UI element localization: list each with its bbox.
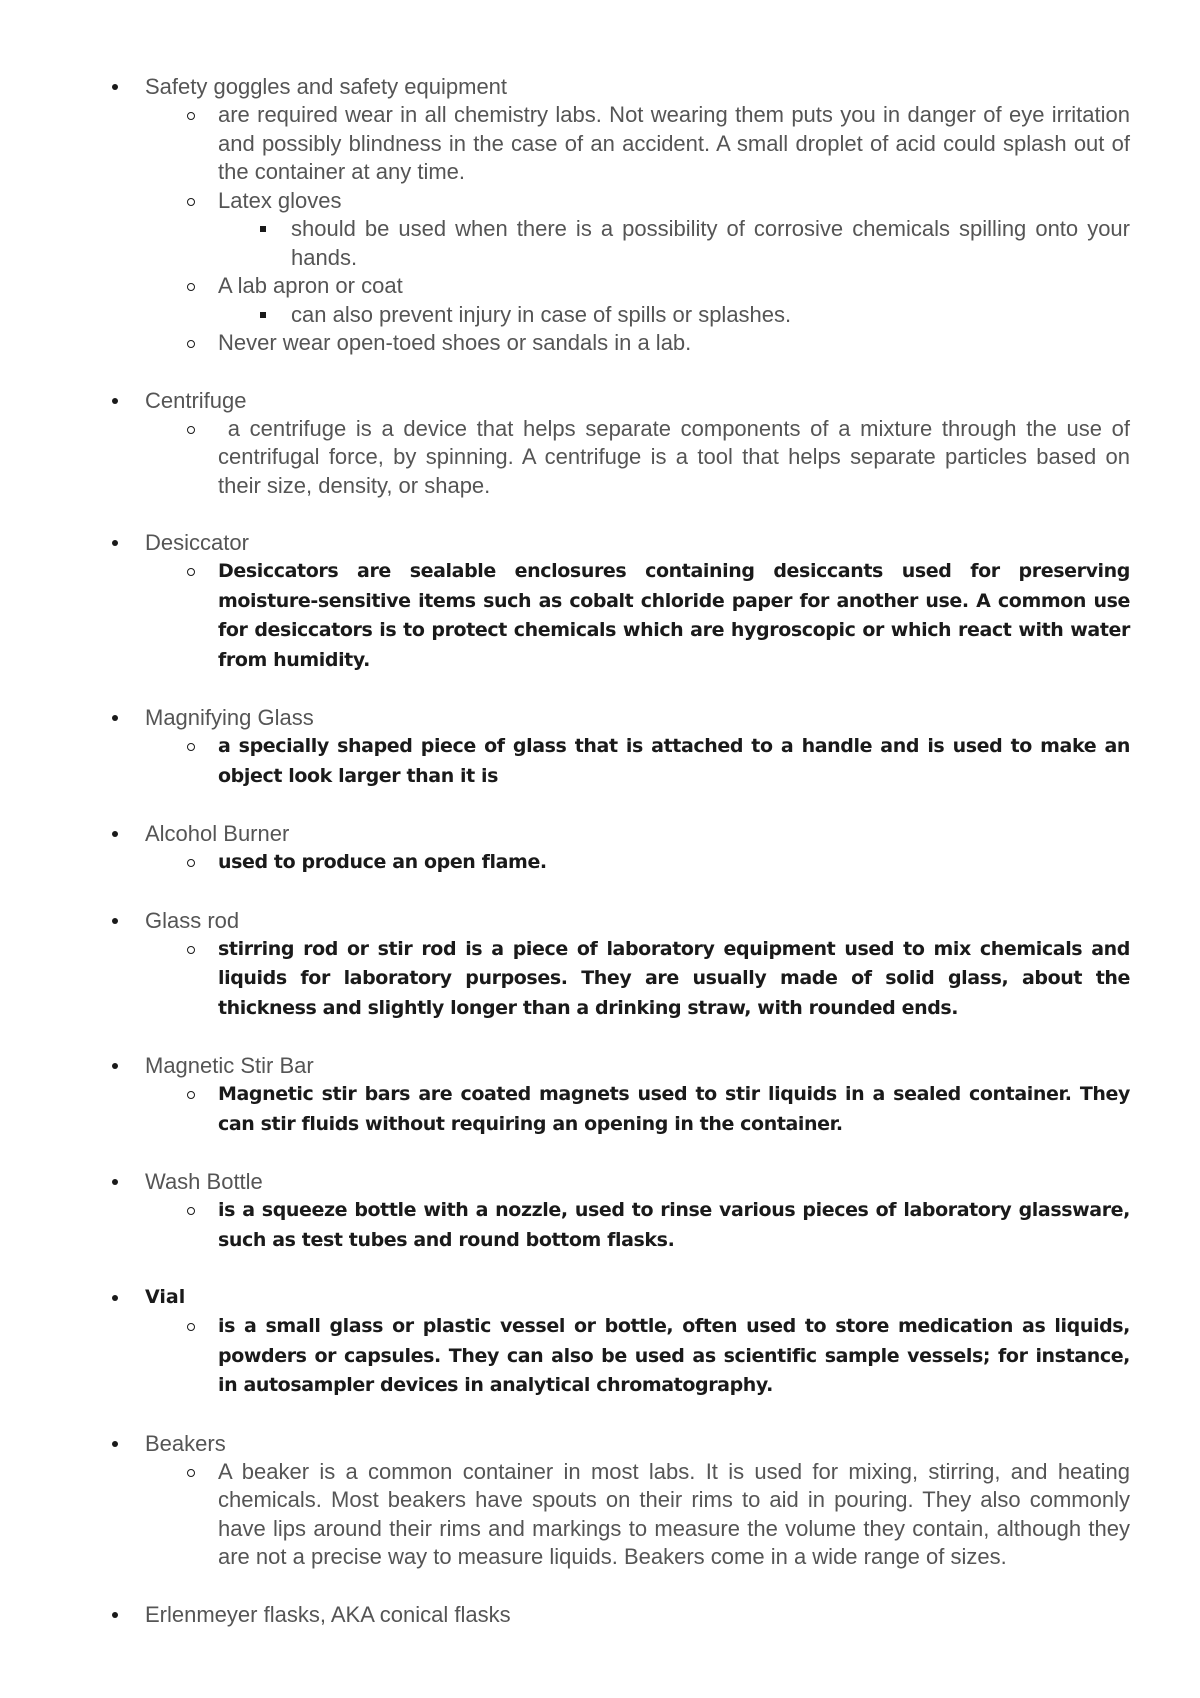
sub-item-text: Desiccators are sealable enclosures containing desiccants used for preserving moisture-sensitive items such as cobalt chloride paper for another use. A common use for desiccators is to protect chemicals which are hygroscopic or which react with water from humidity. [218,560,1130,671]
sub-item [218,415,1137,501]
list-item [145,1283,1130,1401]
sub-item-text: a specially shaped piece of glass that is attached to a handle and is used to make an object look larger than it is [218,735,1130,787]
circle-bullet-icon [187,426,195,434]
item-title: Vial [145,1286,186,1308]
bullet-icon [112,831,118,837]
bullet-icon [112,1441,118,1447]
sub-sub-item [291,215,1130,272]
circle-bullet-icon [187,112,195,120]
bullet-icon [112,398,118,404]
bullet-icon [112,918,118,924]
sub-sub-item-text: can also prevent injury in case of spills or splashes. [291,301,792,327]
sub-item-text: Latex gloves [218,187,342,213]
item-title: Erlenmeyer flasks, AKA conical flasks [145,1601,511,1627]
bullet-icon [112,1295,118,1301]
item-title: Glass rod [145,907,240,933]
list-item [145,1051,1130,1139]
bullet-icon [112,540,118,546]
circle-bullet-icon [187,946,195,954]
circle-bullet-icon [187,859,195,867]
item-title: Desiccator [145,530,249,555]
sub-sub-item [291,301,1130,330]
circle-bullet-icon [187,283,195,291]
sub-item-text: Magnetic stir bars are coated magnets used to stir liquids in a sealed container. They can stir fluids without requiring an opening in the container. [218,1083,1130,1135]
sub-item-text: stirring rod or stir rod is a piece of laboratory equipment used to mix chemicals and liquids for laboratory purposes. They are usually made of solid glass, about the thickness and slightly longer than a drinking straw, with rounded ends. [218,937,1130,1019]
circle-bullet-icon [187,1091,195,1099]
sub-item [218,1458,1130,1572]
list-item [145,819,1130,878]
sub-item-text: is a squeeze bottle with a nozzle, used to rinse various pieces of laboratory glassware, such as test tubes and round bottom flasks. [218,1199,1130,1251]
list-item [145,1167,1130,1255]
sub-item-text: a centrifuge is a device that helps separate components of a mixture through the use of centrifugal force, by spinning. A centrifuge is a tool that helps separate particles based on their size, density, or shape. [218,415,1137,498]
circle-bullet-icon [187,1207,195,1215]
sub-item [218,101,1130,187]
sub-item [218,187,1130,273]
sub-item [218,329,1130,358]
sub-item [218,1312,1130,1401]
sub-item-text: Never wear open-toed shoes or sandals in a lab. [218,330,692,355]
list-item [145,386,1137,501]
bullet-icon [112,715,118,721]
circle-bullet-icon [187,743,195,751]
bullet-icon [112,84,118,90]
item-title: Magnifying Glass [145,705,314,730]
sub-item [218,935,1130,1024]
item-title: Alcohol Burner [145,821,290,846]
circle-bullet-icon [187,198,195,206]
item-title: Centrifuge [145,387,247,413]
bullet-icon [112,1612,118,1618]
sub-item-text: A lab apron or coat [218,273,403,298]
square-bullet-icon [260,226,266,232]
sub-sub-item-text: should be used when there is a possibility of corrosive chemicals spilling onto your hands. [291,216,1130,270]
sub-item [218,848,1130,878]
bullet-icon [112,1063,118,1069]
bullet-icon [112,1179,118,1185]
circle-bullet-icon [187,340,195,348]
list-item [145,72,1130,358]
sub-item-text: are required wear in all chemistry labs. Not wearing them puts you in danger of eye irritation and possibly blindness in the case of an accident. A small droplet of acid could splash out of the container at any time. [218,102,1130,184]
square-bullet-icon [260,312,266,318]
sub-item-text: used to produce an open flame. [218,851,547,873]
item-title: Safety goggles and safety equipment [145,74,508,99]
sub-item [218,272,1130,329]
list-item [145,528,1130,675]
circle-bullet-icon [187,1469,195,1477]
sub-item [218,1080,1130,1139]
item-title: Magnetic Stir Bar [145,1053,314,1078]
item-title: Beakers [145,1430,226,1456]
sub-item [218,1196,1130,1255]
sub-item-text: is a small glass or plastic vessel or bottle, often used to store medication as liquids, powders or capsules. They can also be used as scientific sample vessels; for instance, in autosampler devices in analytical chromatography. [218,1315,1130,1396]
list-item [145,703,1130,791]
sub-item [218,732,1130,791]
sub-item-text: A beaker is a common container in most labs. It is used for mixing, stirring, and heating chemicals. Most beakers have spouts on their rims to aid in pouring. They also commonly have lips around their rims and markings to measure the volume they contain, although they are not a precise way to measure liquids. Beakers come in a wide range of sizes. [218,1458,1130,1569]
circle-bullet-icon [187,568,195,576]
item-title: Wash Bottle [145,1169,263,1194]
sub-item [218,557,1130,675]
list-item [145,1429,1130,1572]
list-item [145,906,1130,1024]
list-item [145,1600,1130,1629]
circle-bullet-icon [187,1323,195,1331]
